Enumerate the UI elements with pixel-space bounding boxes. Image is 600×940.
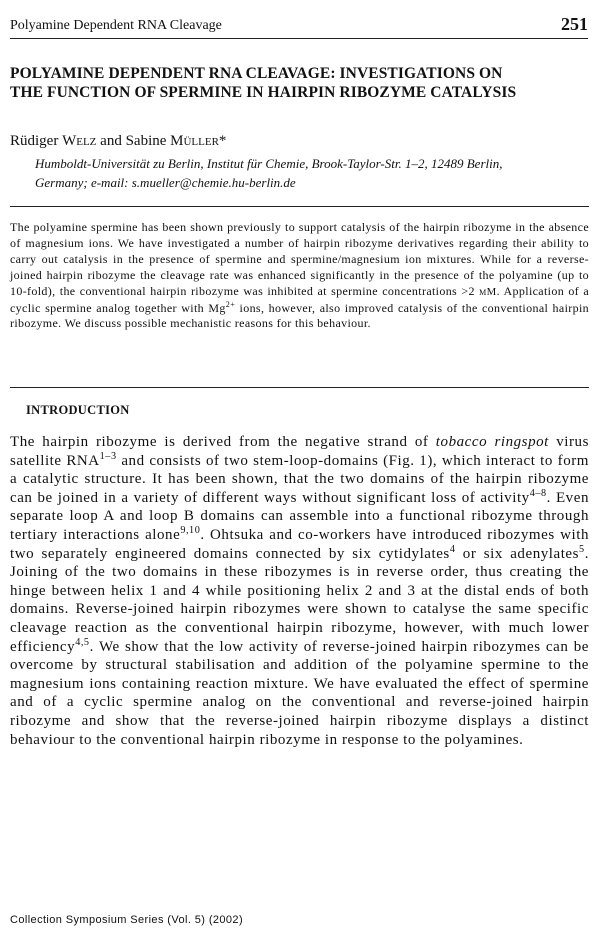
intro-text-3: and consists of two stem-loop-domains (Fig. 1), which interact to form a catalytic structure. It has been shown, that the two domains of the hairpin ribozyme can be joined in a variety of different ways without significant loss of activity <box>10 452 590 506</box>
abstract-mg-charge: 2+ <box>225 299 236 309</box>
abstract-part-2: . Application of a cyclic spermine analog together with Mg <box>10 283 589 315</box>
introduction-text <box>10 433 589 749</box>
intro-text-8: . We show that the low activity of reverse-joined hairpin ribozymes can be overcome by structural stabilisation and addition of the polyamine spermine to the magnesium ions containing reaction mixture. We have evaluated the effect of spermine and of a cyclic spermine analog on the conventional and reverse-joined hairpin ribozyme and show that the reverse-joined hairpin ribozyme displays a distinct behaviour to the conventional hairpin ribozyme in response to the polyamines. <box>10 638 589 748</box>
ref-6: 4,5 <box>75 636 90 648</box>
abstract <box>10 220 589 332</box>
author-1-first: Rüdiger <box>10 133 63 149</box>
author-1-last: Welz <box>62 133 97 149</box>
title-line-2: THE FUNCTION OF SPERMINE IN HAIRPIN RIBOZYME CATALYSIS <box>10 84 517 101</box>
article-title <box>10 64 590 102</box>
ref-2: 4–8 <box>529 487 547 499</box>
ref-5: 5 <box>579 543 585 555</box>
intro-text-7: . Joining of the two domains in these ribozymes is in reverse order, thus creating the hinge between helix 1 and 4 while positioning helix 2 and 3 at the distal ends of both domains. Reverse-joined hairpin ribozymes were shown to catalyse the same specific cleavage reaction as the conventional hairpin ribozyme, however, with much lower efficiency <box>10 545 589 655</box>
page-footer: Collection Symposium Series (Vol. 5) (2002) <box>10 914 244 926</box>
authors <box>10 133 226 150</box>
intro-text-6: or six adenylates <box>455 545 580 562</box>
author-2-last: Müller <box>170 133 219 149</box>
ref-1: 1–3 <box>99 450 117 462</box>
intro-text-4: . Even separate loop A and loop B domains can assemble into a functional ribozyme through tertiary interactions alone <box>10 489 589 543</box>
section-heading-introduction: INTRODUCTION <box>26 403 130 417</box>
abstract-bottom-rule <box>10 387 589 388</box>
intro-text-2: virus satellite RNA <box>10 434 589 469</box>
page-header <box>10 14 588 38</box>
intro-text-5: . Ohtsuka and co-workers have introduced ribozymes with two separately engineered domains connected by six cytidylates <box>10 526 589 562</box>
abstract-part-3: ions, however, also improved catalysis of the conventional hairpin ribozyme. We discuss possible mechanistic reasons for this behaviour. <box>10 300 590 331</box>
ref-3: 9,10 <box>180 524 201 536</box>
virus-name: tobacco ringspot <box>435 434 549 450</box>
header-rule <box>10 38 588 39</box>
affiliation <box>35 154 590 192</box>
page-number: 251 <box>561 14 588 34</box>
affiliation-line-2: Germany; e-mail: s.mueller@chemie.hu-berlin.de <box>35 175 296 190</box>
intro-text-1: The hairpin ribozyme is derived from the negative strand of <box>10 434 436 450</box>
abstract-part-1: The polyamine spermine has been shown previously to support catalysis of the hairpin ribozyme in the absence of magnesium ions. We have investigated a number of hairpin ribozyme derivatives regarding their ability to carry out catalysis in the presence of spermine and spermine/magnesium ion mixtures. While for a reverse-joined hairpin ribozyme the cleavage rate was enhanced significantly in the presence of the polyamine (up to 10-fold), the conventional hairpin ribozyme was inhibited at spermine concentrations >2 <box>10 220 589 298</box>
ref-4: 4 <box>449 543 456 555</box>
title-line-1: POLYAMINE DEPENDENT RNA CLEAVAGE: INVESTIGATIONS ON <box>10 65 503 82</box>
author-and: and Sabine <box>96 133 171 149</box>
affiliation-line-1: Humboldt-Universität zu Berlin, Institut für Chemie, Brook-Taylor-Str. 1–2, 12489 Berlin, <box>35 156 503 171</box>
abstract-top-rule <box>10 206 589 207</box>
abstract-unit: mM <box>479 285 497 298</box>
running-head: Polyamine Dependent RNA Cleavage <box>10 18 222 33</box>
corresponding-mark: * <box>218 133 227 149</box>
